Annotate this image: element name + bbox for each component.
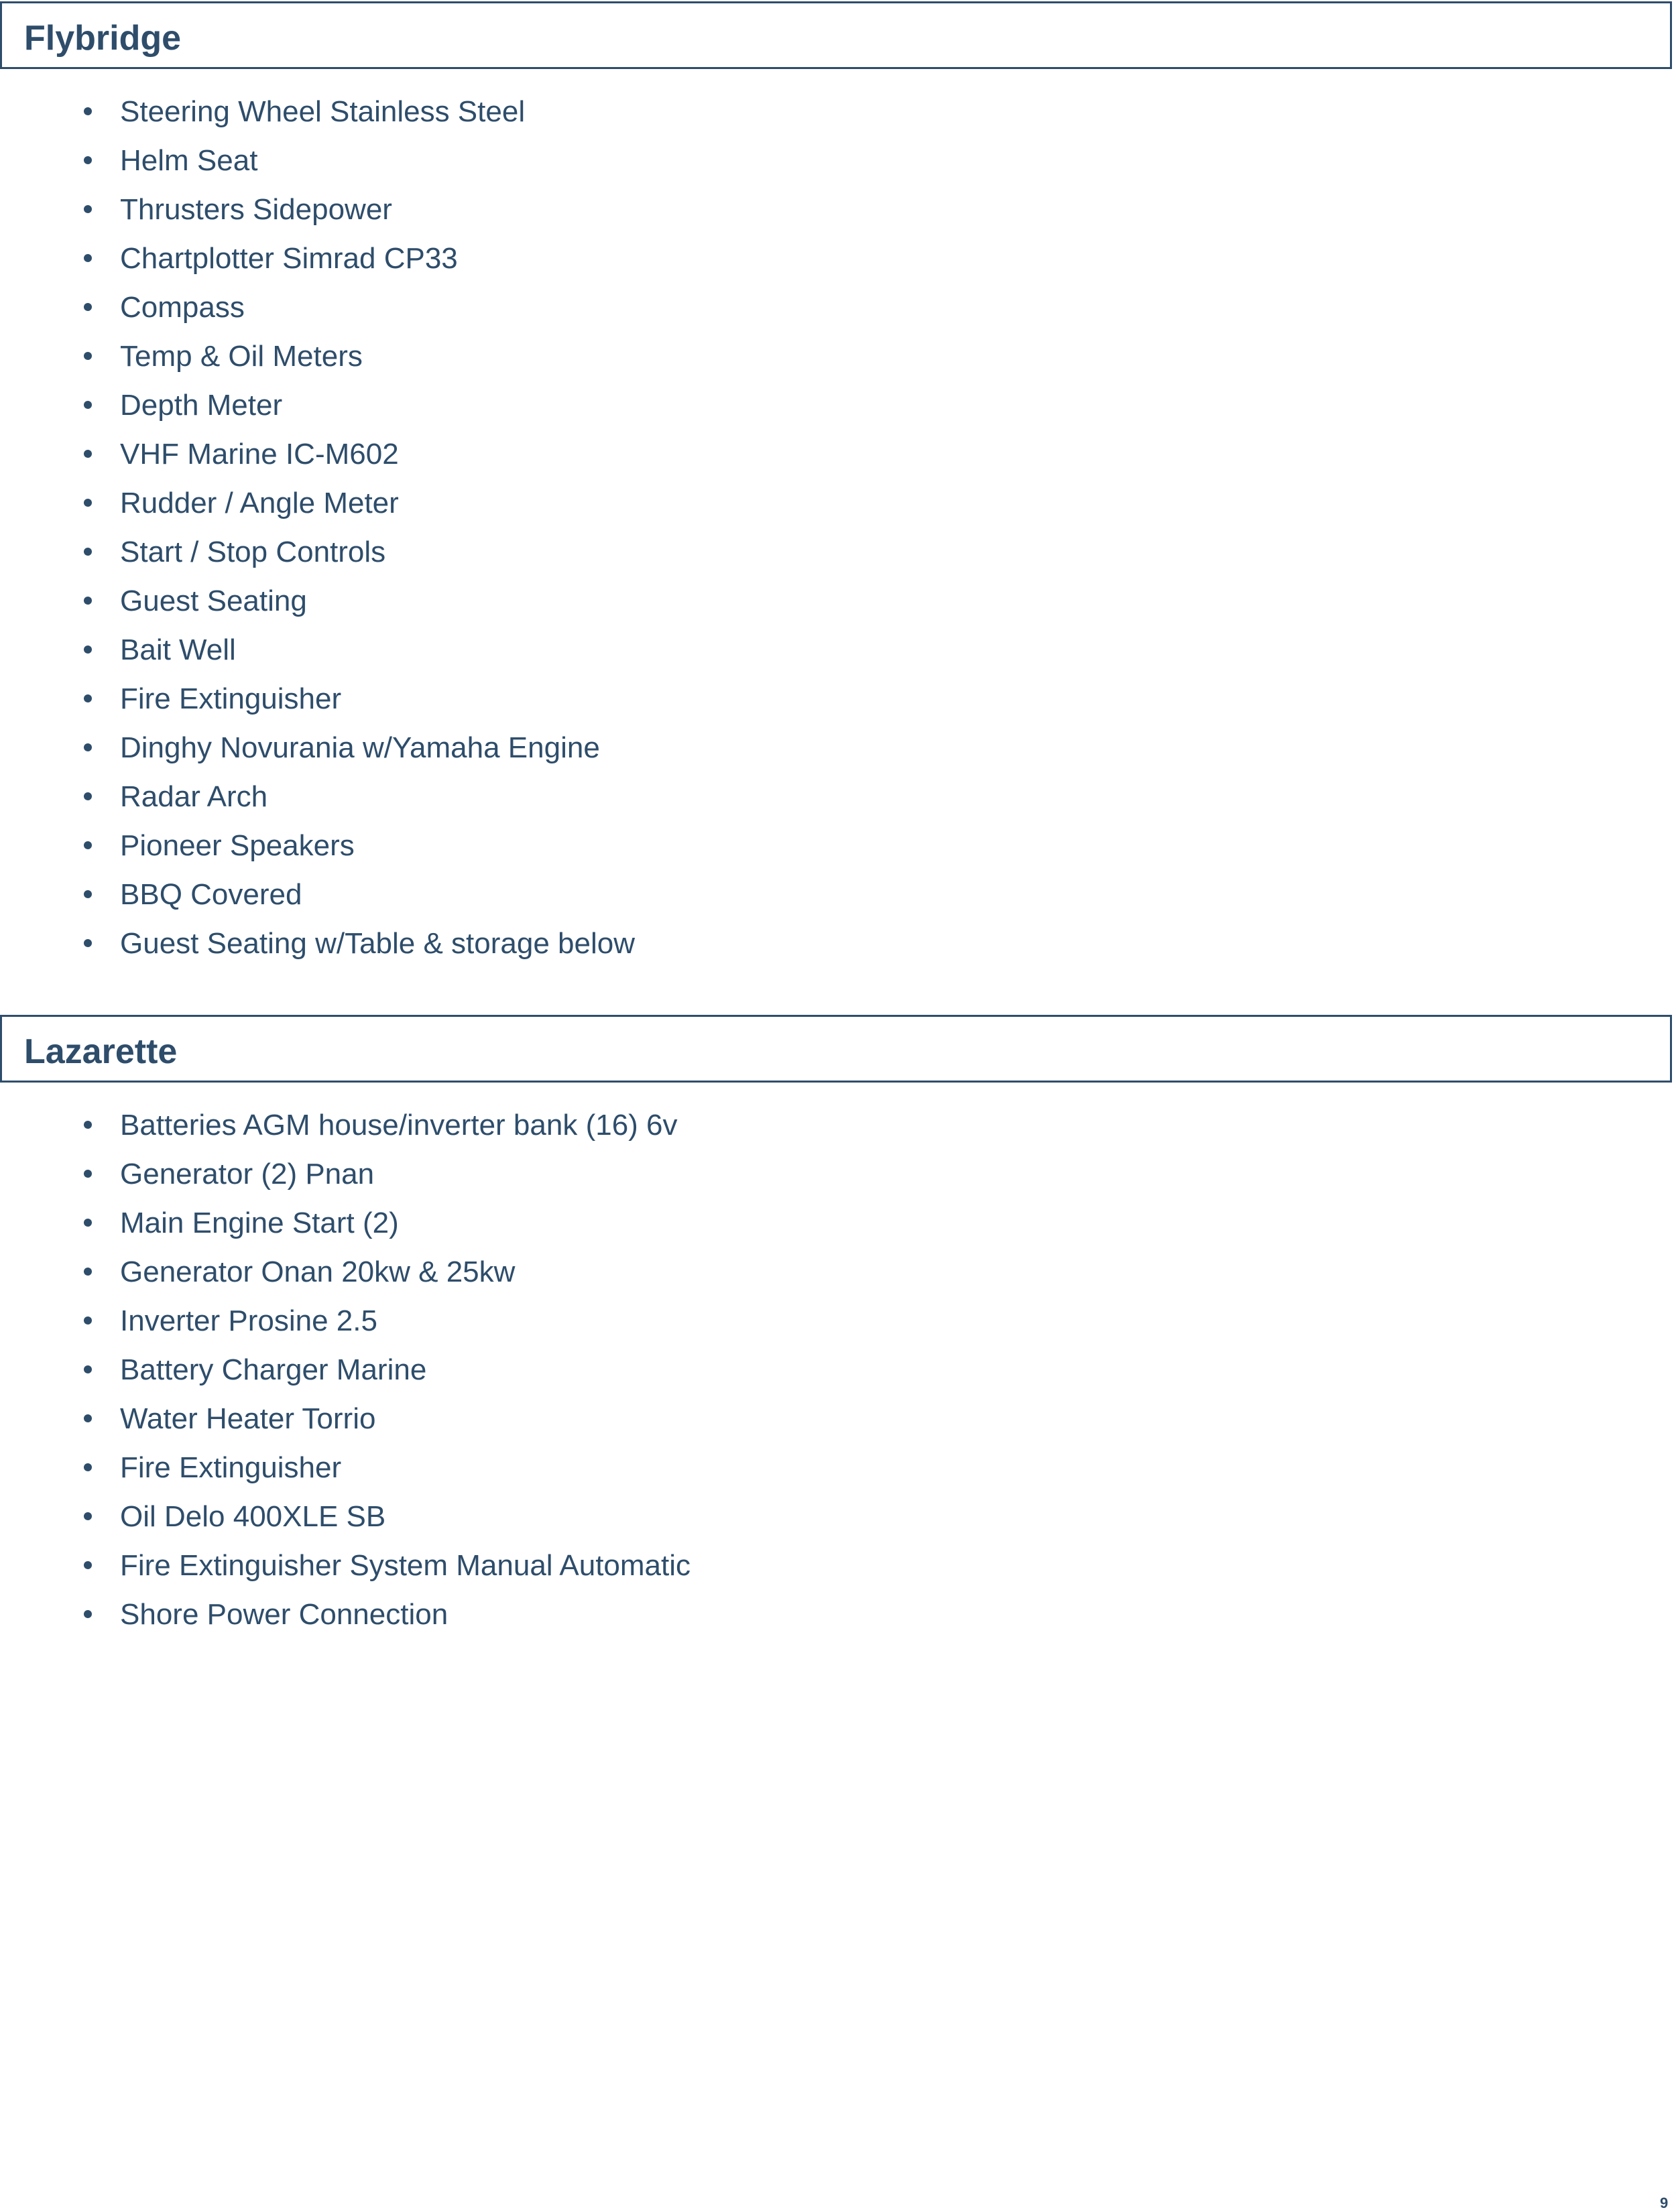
bullet-icon xyxy=(84,597,92,605)
bullet-icon xyxy=(84,841,92,849)
bullet-icon xyxy=(84,1414,92,1422)
bullet-icon xyxy=(84,548,92,556)
bullet-icon xyxy=(84,303,92,311)
bullet-icon xyxy=(84,1121,92,1129)
bullet-icon xyxy=(84,450,92,458)
bullet-icon xyxy=(84,254,92,262)
bullet-icon xyxy=(84,1561,92,1569)
bullet-icon xyxy=(84,156,92,164)
bullet-icon xyxy=(84,890,92,898)
bullet-icon xyxy=(84,694,92,702)
bullet-icon xyxy=(84,743,92,751)
bullet-icon xyxy=(84,205,92,213)
bullet-icon xyxy=(84,107,92,115)
bullet-icon xyxy=(84,1610,92,1618)
bullet-icon xyxy=(84,1365,92,1373)
bullet-icon xyxy=(84,792,92,800)
bullet-icon xyxy=(84,1170,92,1178)
bullet-icon xyxy=(84,1463,92,1471)
bullet-icon xyxy=(84,352,92,360)
bullet-icon xyxy=(84,646,92,654)
bullet-icon xyxy=(84,499,92,507)
bullet-icon xyxy=(84,1268,92,1276)
page-number: 9 xyxy=(1660,2195,1669,2211)
bullet-icon xyxy=(84,1512,92,1520)
section-header-flybridge xyxy=(0,1,1672,69)
section-title: Flybridge xyxy=(24,19,182,58)
section-title: Lazarette xyxy=(24,1032,178,1071)
bullet-icon xyxy=(84,1219,92,1227)
bullet-icon xyxy=(84,1316,92,1325)
bullet-icon xyxy=(84,401,92,409)
section-header-lazarette xyxy=(0,1015,1672,1083)
bullet-icon xyxy=(84,939,92,947)
